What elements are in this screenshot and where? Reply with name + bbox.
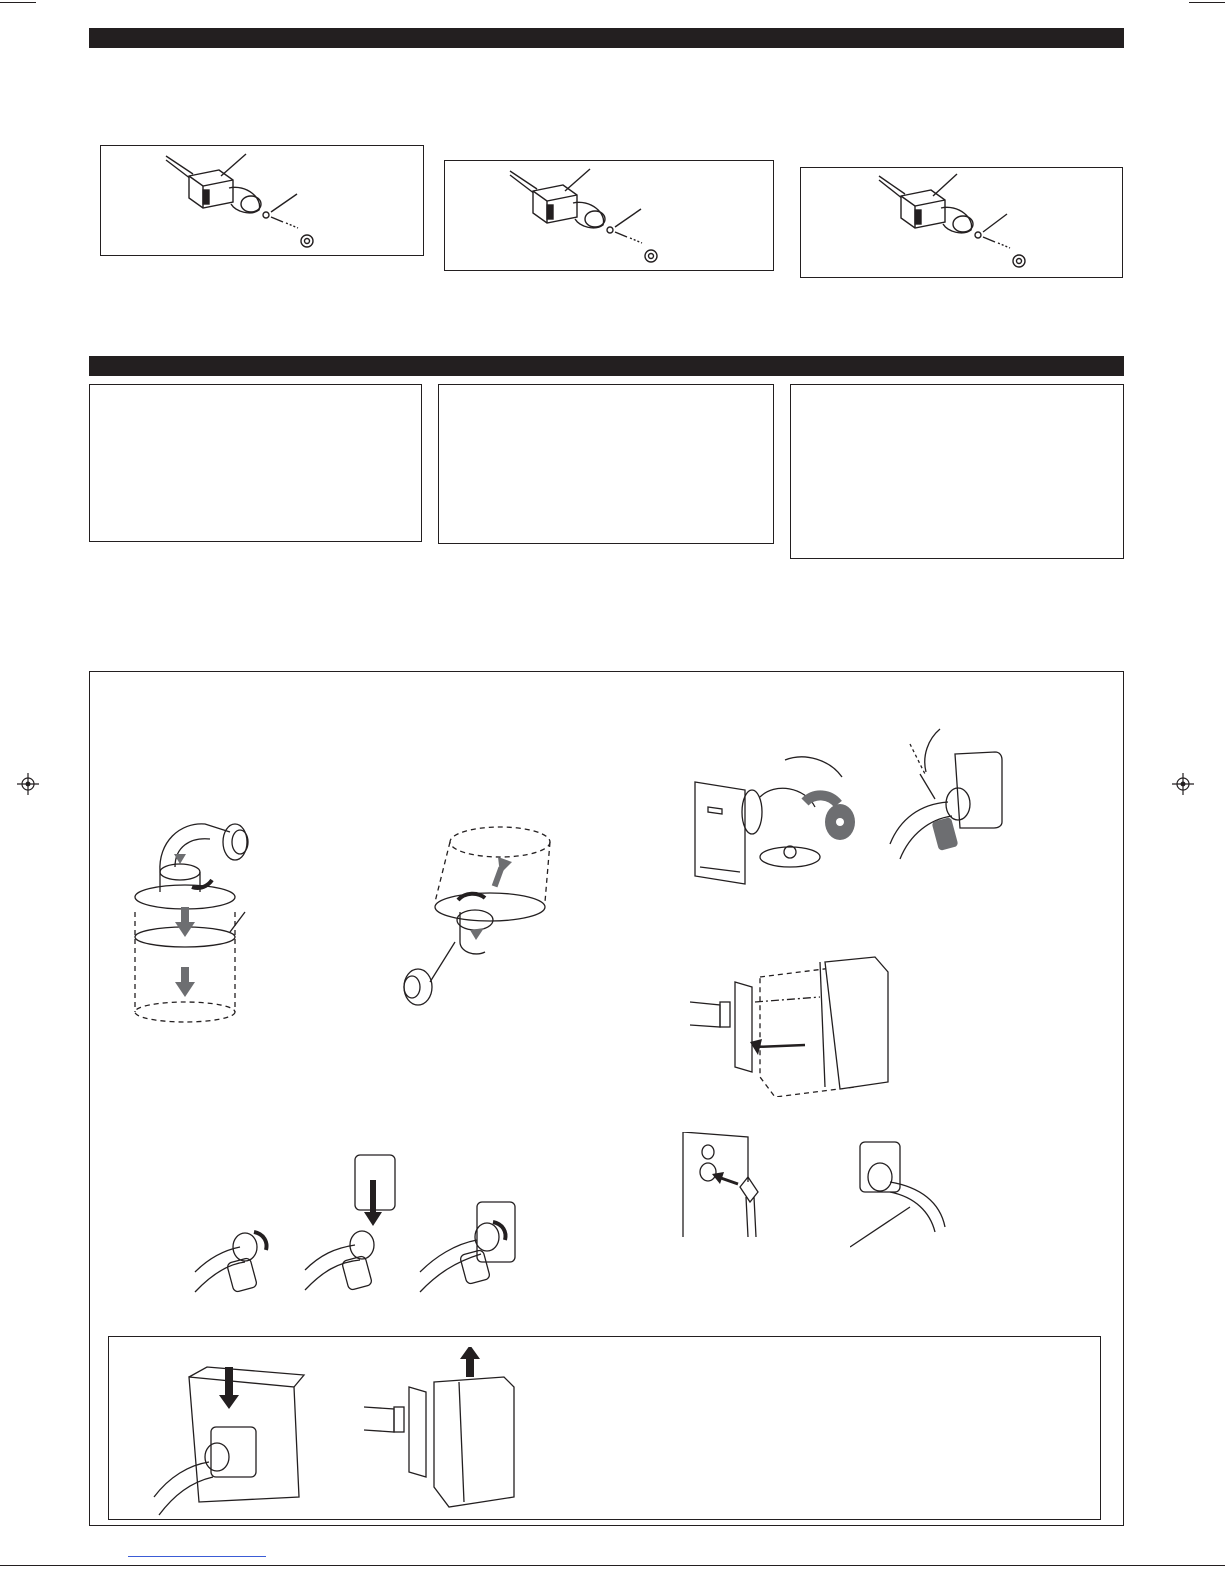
fuse-panel-1	[100, 145, 424, 256]
fuse-panel-3	[800, 167, 1123, 278]
section-bar-info	[89, 356, 1124, 376]
crop-mark-top-right	[1189, 2, 1225, 3]
suction-mount-illustration	[130, 812, 260, 1032]
mount-step-3-illustration	[415, 1192, 525, 1302]
mount-step-1-illustration	[190, 1212, 290, 1302]
note-box-2	[438, 384, 774, 544]
release-device-illustration	[149, 1347, 309, 1517]
lift-device-illustration	[364, 1347, 524, 1517]
swivel-bracket-illustration	[690, 752, 870, 892]
bottom-rule	[0, 1565, 1225, 1566]
section-bar-fuse	[89, 28, 1124, 48]
note-box-3	[790, 384, 1124, 559]
registration-mark-icon	[1172, 773, 1194, 795]
fuse-panel-2	[444, 160, 774, 271]
note-box-1	[89, 384, 422, 542]
mounting-panel	[89, 671, 1124, 1526]
suction-release-illustration	[390, 812, 560, 1012]
plug-fuse-illustration	[801, 168, 1124, 279]
cable-routing-illustration	[850, 1132, 970, 1252]
cable-connect-illustration	[678, 1132, 788, 1242]
tilt-adjust-illustration	[880, 724, 1030, 874]
footer-link-underline	[128, 1556, 266, 1557]
plug-fuse-illustration	[101, 146, 425, 257]
registration-mark-icon	[17, 773, 39, 795]
crop-mark-top-left	[0, 2, 36, 3]
removal-panel	[108, 1336, 1101, 1520]
plug-fuse-illustration	[445, 161, 775, 272]
device-attach-illustration	[690, 947, 910, 1097]
mount-step-2-illustration	[300, 1150, 400, 1300]
